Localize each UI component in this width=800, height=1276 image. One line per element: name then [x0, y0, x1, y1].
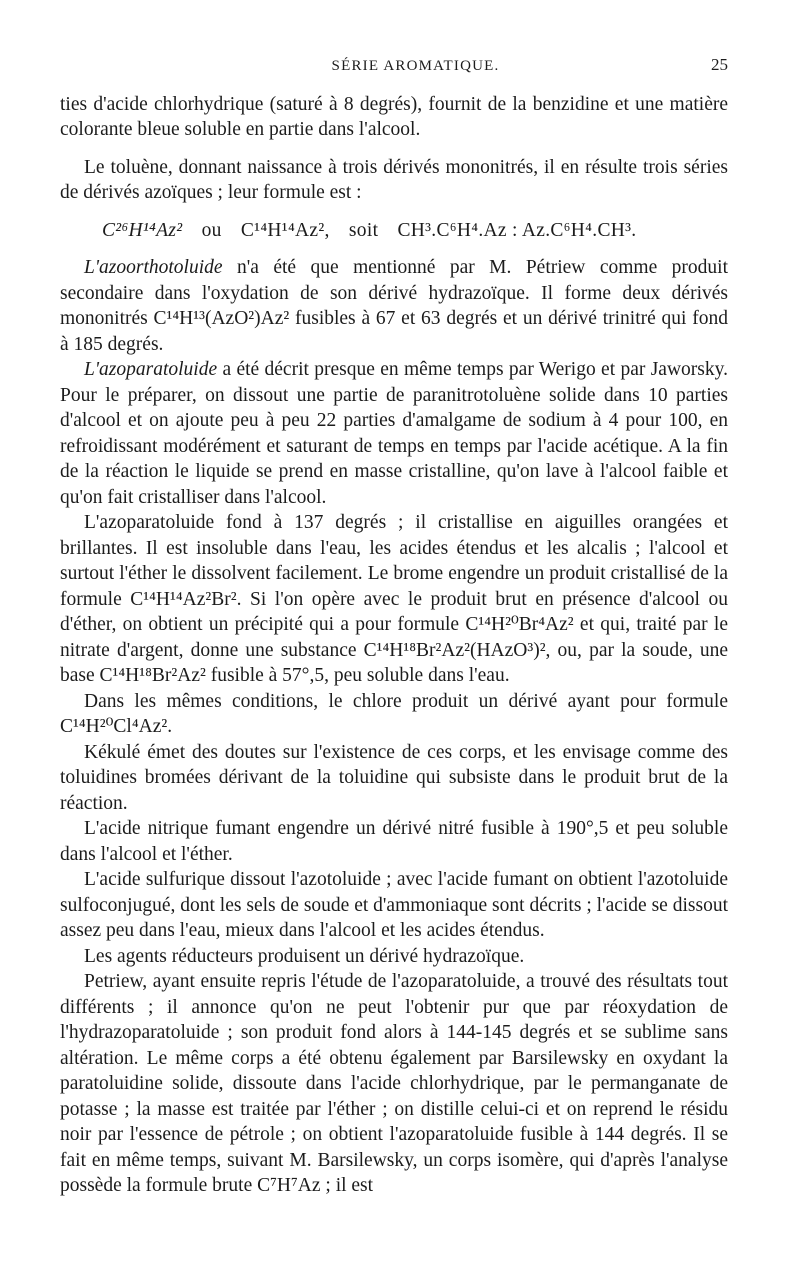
paragraph-text: n'a été que mentionné par M. Pétriew comme produit secondaire dans l'oxydation de son dérivé hydrazoïque. Il forme deux dérivés mononitrés C¹⁴H¹³(AzO²)Az² fusibles à 67 et 63 degrés et un dérivé trinitré qui fond à 185 degrés.: [60, 257, 728, 355]
paragraph-acide-nitrique: L'acide nitrique fumant engendre un dérivé nitré fusible à 190°,5 et peu soluble dans l'alcool et l'éther.: [60, 818, 728, 865]
term-azoorthotoluide: L'azoorthotoluide: [84, 257, 223, 278]
formula-word-ou: ou: [201, 219, 222, 241]
paragraph-acide-sulfurique: L'acide sulfurique dissout l'azotoluide ; avec l'acide fumant on obtient l'azotoluide sulfoconjugué, dont les sels de soude et d'ammoniaque sont décrits ; l'acide se dissout assez peu dans l'eau, mieux dans l'alcool et les acides étendus.: [60, 869, 728, 941]
paragraph-text: a été décrit presque en même temps par Werigo et par Jaworsky. Pour le préparer, on dissout une partie de paranitrotoluène solide dans 10 parties d'alcool et on ajoute peu à peu 22 parties d'amalgame de sodium à 4 pour 100, en refroidissant modérément et saturant de temps en temps par l'acide acétique. A la fin de la réaction le liquide se prend en masse cristalline, qu'on lave à l'alcool faible et qu'on fait cristalliser dans l'alcool.: [60, 359, 728, 508]
page-number: 25: [711, 55, 728, 74]
running-header: [60, 52, 728, 80]
formula-general: C²⁶H¹⁴Az²: [102, 219, 183, 241]
paragraph-chlore: Dans les mêmes conditions, le chlore produit un dérivé ayant pour formule C¹⁴H²⁰Cl⁴Az².: [60, 690, 728, 737]
paragraph-azoparatoluide: [60, 357, 728, 510]
paragraph-petriew: Petriew, ayant ensuite repris l'étude de l'azoparatoluide, a trouvé des résultats tout différents ; il annonce qu'on ne peut l'obtenir pur que par réoxydation de l'hydrazoparatoluide ; son produit fond alors à 144-145 degrés et se sublime sans altération. Le même corps a été obtenu également par Barsilewsky en oxydant la paratoluidine solide, dissoute dans l'acide chlorhydrique, par le permanganate de potasse ; la masse est traitée par l'éther ; on distille celui-ci et on reprend le résidu noir par l'essence de pétrole ; on obtient l'azoparatoluide fusible à 144 degrés. Il se fait en même temps, suivant M. Barsilewsky, un corps isomère, qui d'après l'analyse possède la formule brute C⁷H⁷Az ; il est: [60, 971, 728, 1196]
paragraph-agents-reducteurs: Les agents réducteurs produisent un dérivé hydrazoïque.: [84, 945, 525, 967]
formula-word-soit: soit: [348, 219, 379, 241]
formula-atomic: C¹⁴H¹⁴Az²,: [240, 219, 330, 241]
paragraph-azoorthotoluide: [60, 255, 728, 357]
paragraph-toluene: Le toluène, donnant naissance à trois dérivés mononitrés, il en résulte trois séries de dérivés azoïques ; leur formule est :: [60, 156, 728, 203]
running-title: SÉRIE AROMATIQUE.: [331, 58, 500, 74]
formula-structural: CH³.C⁶H⁴.Az : Az.C⁶H⁴.CH³.: [397, 219, 637, 241]
paragraph-kekule: Kékulé émet des doutes sur l'existence de ces corps, et les envisage comme des toluidines bromées dérivant de la toluidine qui subsiste dans le produit brut de la réaction.: [60, 741, 728, 814]
term-azoparatoluide: L'azoparatoluide: [84, 359, 218, 380]
azo-formula-line: [102, 218, 728, 244]
paragraph-properties: L'azoparatoluide fond à 137 degrés ; il cristallise en aiguilles orangées et brillantes. Il est insoluble dans l'eau, les acides étendus et les alcalis ; l'alcool et surtout l'éther le dissolvent facilement. Le brome engendre un produit cristallisé de la formule C¹⁴H¹⁴Az²Br². Si l'on opère avec le produit brut en présence d'alcool ou d'éther, on obtient un précipité qui a pour formule C¹⁴H²⁰Br⁴Az² et qui, traité par le nitrate d'argent, donne une substance C¹⁴H¹⁸Br²Az²(HAzO³)², ou, par la soude, une base C¹⁴H¹⁸Br²Az² fusible à 57°,5, peu soluble dans l'eau.: [60, 512, 728, 686]
paragraph-continuation: ties d'acide chlorhydrique (saturé à 8 degrés), fournit de la benzidine et une matière colorante bleue soluble en partie dans l'alcool.: [60, 93, 728, 140]
